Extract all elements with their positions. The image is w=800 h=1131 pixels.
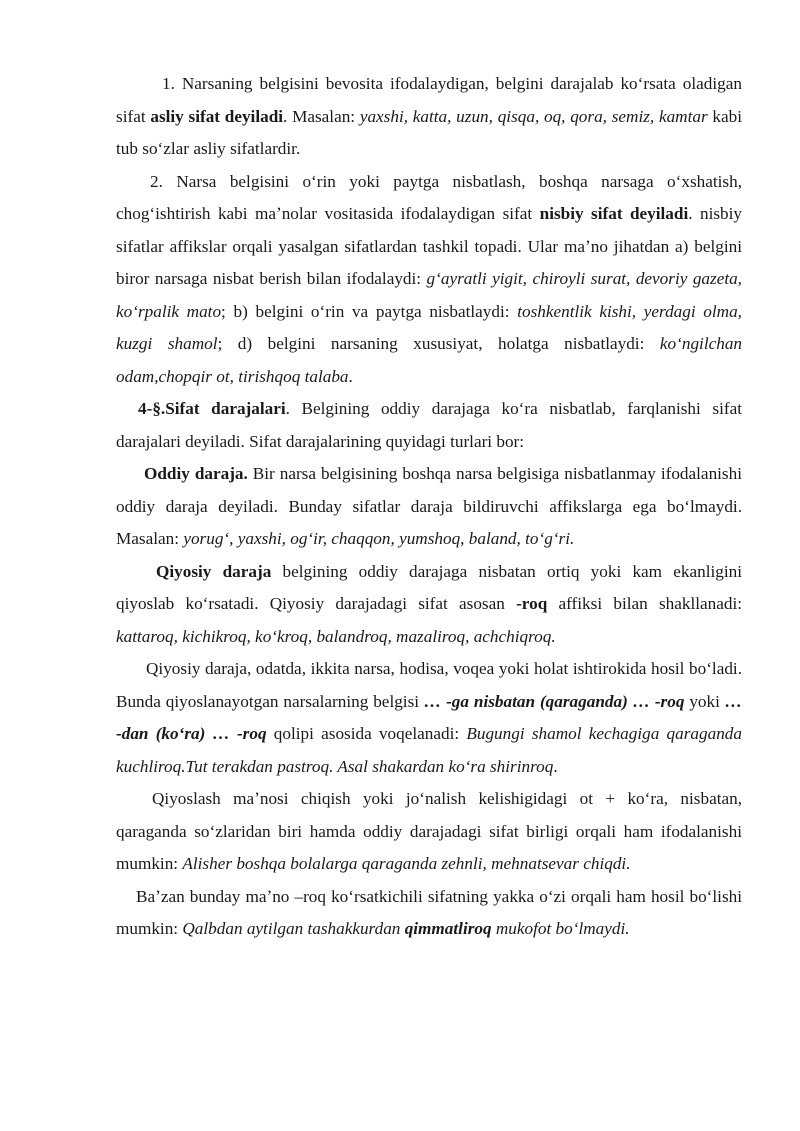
examples: yorugʻ, yaxshi, ogʻir, chaqqon, yumshoq, baland, toʻgʻri. <box>183 529 575 548</box>
paragraph-qiyosiy-hosil <box>116 653 742 783</box>
document-page <box>116 68 742 946</box>
text: . <box>348 366 353 386</box>
text: affiksi bilan shakllanadi: <box>547 594 742 613</box>
text: yoki <box>684 691 725 711</box>
term-nisbiy-sifat: nisbiy sifat deyiladi <box>539 204 689 223</box>
examples: toshkentlik kishi, yerdagi olma, kuzgi shamol <box>116 301 742 353</box>
examples: yaxshi, katta, uzun, qisqa, oq, qora, semiz, kamtar <box>359 106 708 126</box>
text: . <box>553 756 558 776</box>
examples: Bugungi shamol kechagiga qaraganda kuchliroq.Tut terakdan pastroq. Asal shakardan koʻra shirinroq <box>116 724 742 776</box>
paragraph-qiyoslash-manosi <box>116 783 742 881</box>
text: Baʼzan bunday maʼno –roq koʻrsatkichili sifatning yakka oʻzi orqali ham hosil boʻlishi mumkin: <box>116 886 742 938</box>
term-oddiy-daraja: Oddiy daraja. <box>144 464 248 483</box>
pattern-ga-nisbatan: … -ga nisbatan (qaraganda) … -roq <box>423 691 685 711</box>
example: Qalbdan aytilgan tashakkurdan <box>182 919 405 938</box>
text: 2. Narsa belgisini oʻrin yoki paytga nisbatlash, boshqa narsaga oʻxshatish, chogʻishtirish kabi maʼnolar vositasida ifodalaydigan sifat <box>116 171 742 223</box>
text: ; d) belgini narsaning xususiyat, holatga nisbatlaydi: <box>217 334 660 353</box>
text: Qiyoslash maʼnosi chiqish yoki joʻnalish kelishigidagi ot + koʻra, nisbatan, qaraganda soʻzlaridan biri hamda oddiy darajadagi sifat birligi orqali ham ifodalanishi mumkin: <box>116 789 742 873</box>
paragraph-asliy-sifat <box>116 68 742 166</box>
emphasis-qimmatliroq: qimmatliroq <box>404 919 492 938</box>
section-title: 4-§.Sifat darajalari <box>138 399 286 418</box>
example: mukofot boʻlmaydi. <box>491 919 630 938</box>
pattern-dan-kora: … -dan (koʻra) … -roq <box>116 691 742 743</box>
paragraph-nisbiy-sifat <box>116 166 742 394</box>
examples: Alisher boshqa bolalarga qaraganda zehnli, mehnatsevar chiqdi. <box>182 854 631 873</box>
paragraph-oddiy-daraja <box>116 458 742 556</box>
examples: kattaroq, kichikroq, koʻkroq, balandroq, mazaliroq, achchiqroq. <box>116 626 556 646</box>
text: qolipi asosida voqelanadi: <box>266 724 467 743</box>
text: Qiyosiy daraja, odatda, ikkita narsa, hodisa, voqea yoki holat ishtirokida hosil boʻladi. Bunda qiyoslanayotgan narsalarning belgisi <box>116 659 742 711</box>
text: Bir narsa belgisining boshqa narsa belgisiga nisbatlanmay ifodalanishi oddiy daraja deyiladi. Bunday sifatlar daraja bildiruvchi affikslarga ega boʻlmaydi. Masalan: <box>116 464 742 548</box>
text: . Masalan: <box>283 106 360 126</box>
text: . nisbiy sifatlar affikslar orqali yasalgan sifatlardan tashkil topadi. Ular maʼno jihatdan a) belgini biror narsaga nisbat berish bilan ifodalaydi: <box>116 204 743 288</box>
paragraph-qiyosiy-daraja <box>116 556 742 654</box>
section-heading-sifat-darajalari <box>116 393 742 458</box>
text: kabi tub soʻzlar asliy sifatlardir. <box>116 106 742 158</box>
text: . Belgining oddiy darajaga koʻra nisbatlab, farqlanishi sifat darajalari deyiladi. Sifat darajalarining quyidagi turlari bor: <box>116 399 742 451</box>
text: ; b) belgini oʻrin va paytga nisbatlaydi: <box>221 301 518 321</box>
paragraph-bazan <box>116 881 742 946</box>
examples: gʻayratli yigit, chiroyli surat, devoriy gazeta, koʻrpalik mato <box>116 269 742 321</box>
term-asliy-sifat: asliy sifat deyiladi <box>150 106 284 126</box>
text: belgining oddiy darajaga nisbatan ortiq yoki kam ekanligini qiyoslab koʻrsatadi. Qiyosiy darajadagi sifat asosan <box>116 561 742 613</box>
suffix-roq: -roq <box>516 594 548 613</box>
term-qiyosiy-daraja: Qiyosiy daraja <box>156 561 272 581</box>
examples: koʻngilchan odam,chopqir ot, tirishqoq talaba <box>116 334 743 386</box>
text: 1. Narsaning belgisini bevosita ifodalaydigan, belgini darajalab koʻrsata oladigan sifat <box>116 74 742 126</box>
